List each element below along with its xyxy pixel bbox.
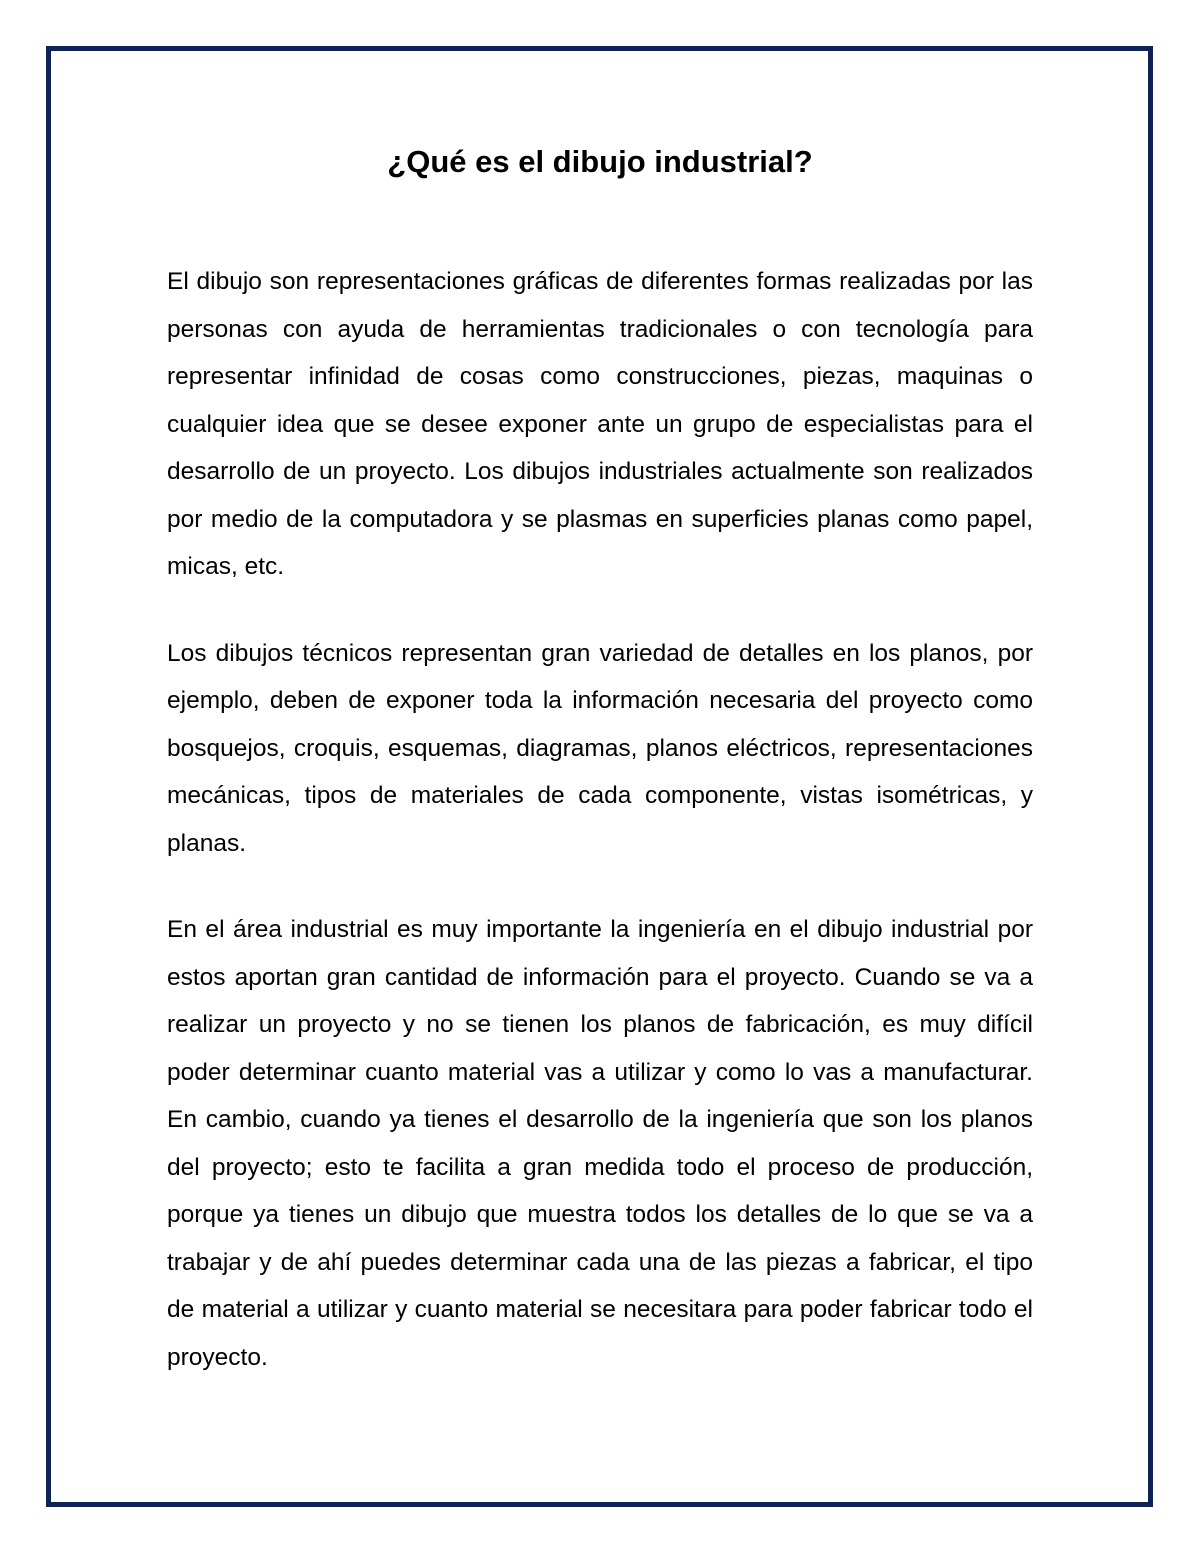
paragraph-1: El dibujo son representaciones gráficas de diferentes formas realizadas por las personas con ayuda de herramientas tradicionales o con tecnología para representar infinidad de cosas como construcciones, piezas, maquinas o cualquier idea que se desee exponer ante un grupo de especialistas para el desarrollo de un proyecto. Los dibujos industriales actualmente son realizados por medio de la computadora y se plasmas en superficies planas como papel, micas, etc. [167,268,1033,580]
document-body [167,140,1033,1381]
paragraph-3: En el área industrial es muy importante la ingeniería en el dibujo industrial por estos aportan gran cantidad de información para el proyecto. Cuando se va a realizar un proyecto y no se tienen los planos de fabricación, es muy difícil poder determinar cuanto material vas a utilizar y como lo vas a manufacturar. En cambio, cuando ya tienes el desarrollo de la ingeniería que son los planos del proyecto; esto te facilita a gran medida todo el proceso de producción, porque ya tienes un dibujo que muestra todos los detalles de lo que se va a trabajar y de ahí puedes determinar cada una de las piezas a fabricar, el tipo de material a utilizar y cuanto material se necesitara para poder fabricar todo el proyecto. [167,916,1033,1371]
paragraph-2: Los dibujos técnicos representan gran variedad de detalles en los planos, por ejemplo, deben de exponer toda la información necesaria del proyecto como bosquejos, croquis, esquemas, diagramas, planos eléctricos, representaciones mecánicas, tipos de materiales de cada componente, vistas isométricas, y planas. [167,639,1033,857]
document-title: ¿Qué es el dibujo industrial? [387,144,813,179]
